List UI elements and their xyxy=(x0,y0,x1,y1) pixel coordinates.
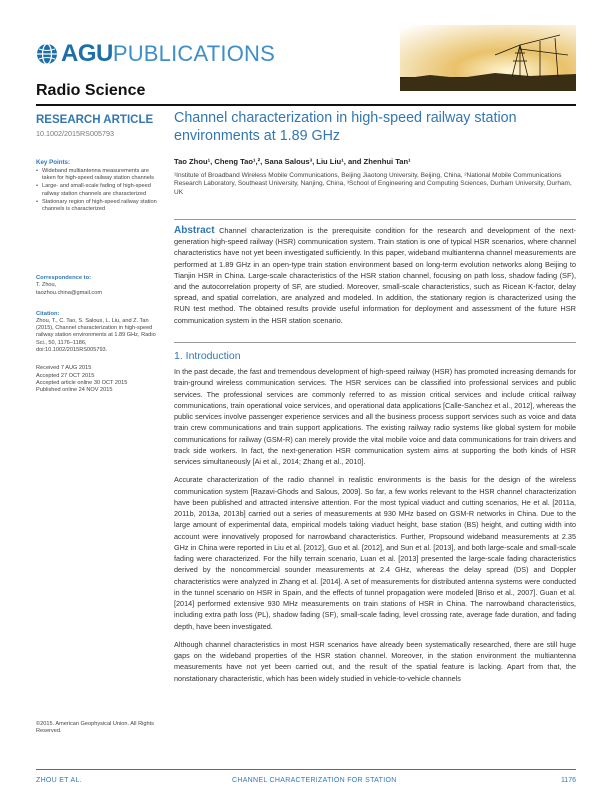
title-block xyxy=(174,110,576,197)
logo-agu-text: AGU xyxy=(61,40,113,67)
doi[interactable]: 10.1002/2015RS005793 xyxy=(36,129,114,138)
authors: Tao Zhou¹, Cheng Tao¹,², Sana Salous³, Liu Liu¹, and Zhenhui Tan¹ xyxy=(174,157,411,166)
footer-running-title: CHANNEL CHARACTERIZATION FOR STATION xyxy=(232,777,397,784)
section-title: 1. Introduction xyxy=(174,350,241,362)
logo-publications-text: PUBLICATIONS xyxy=(112,41,275,66)
correspondence-text[interactable]: T. Zhou, taozhou.china@gmail.com xyxy=(36,282,102,296)
citation-text: Zhou, T., C. Tao, S. Salous, L. Liu, and Z. Tan (2015), Channel characterization in high-speed railway station environments at 1.89 GHz, Radio Sci., 50, 1176–1186, doi:10.1002/2015RS005793. xyxy=(36,317,156,353)
article-type: RESEARCH ARTICLE xyxy=(36,114,154,126)
key-point: • Large- and small-scale fading of high-speed railway station channels are characterized xyxy=(36,183,158,197)
key-points-title: Key Points: xyxy=(36,159,71,166)
copyright: ©2015. American Geophysical Union. All Rights Reserved. xyxy=(36,721,154,735)
footer-authors: ZHOU ET AL. xyxy=(36,777,82,784)
article-history: Received 7 AUG 2015 Accepted 27 OCT 2015 Accepted article online 30 OCT 2015 Published online 24 NOV 2015 xyxy=(36,365,128,394)
globe-icon xyxy=(36,43,58,65)
article-title: Channel characterization in high-speed railway station environments at 1.89 GHz xyxy=(174,110,517,144)
key-point: • Wideband multiantenna measurements are taken for high-speed railway station channels xyxy=(36,168,158,182)
footer-divider xyxy=(36,769,576,770)
paragraph: Accurate characterization of the radio channel in realistic environments is the basis for the design of the wireless communication system [Razavi-Ghods and Salous, 2009]. So far, a few works relevant to the HSR channel characterization have been published and attracted intensive attention. For the most typical viaduct and cutting scenarios, He et al. [2011a, 2011b, 2013a, 2013b] carried out a series of measurements at 930 MHz based on GSM-R networks in China. Due to the large amount of experimental data, empirical models taking viaduct height, base station (BS) height, and cutting width into account were innovatively proposed for narrowband characteristics. Further, Propsound wideband measurements at 2.35 GHz in China were reported in Liu et al. [2012], Guo et al. [2012], and Sun et al. [2013], and both large-scale and small-scale fading were characterized. For the hilly terrain scenario, Luan et al. [2013] presented the large-scale fading characteristics derived by the noncommercial sounder measurements at 2.4 GHz, whereas the delay spread (DS) and Doppler characteristics were analyzed in Zhang et al. [2014]. A set of measurements for distributed antenna systems were conducted in the tunnel scenario on HSR in Spain, and the effects of tunnel propagation were modeled [Briso et al., 2007]. Guan et al. [2014] performed extensive 930 MHz measurements on train stations of HSR in China. The narrowband characteristics, including extra path loss (PL), shadow fading (SF), small-scale fading, level crossing rate, average fade duration, and fading depth, have been investigated. xyxy=(174,475,576,631)
paragraph: Although channel characteristics in most HSR scenarios have already been systematically researched, there are still huge gaps on the wideband properties of the HSR station channel. Moreover, in the station environment the multiantenna measurements have not yet been carried out, and the result of the spatial feature is lacking. Apart from that, the nonstationary characteristic, which has been widely studied in vehicle-to-vehicle channels xyxy=(174,639,576,683)
key-point: • Stationary region of high-speed railway station channels is characterized xyxy=(36,199,158,213)
key-points-list xyxy=(36,168,158,213)
affiliations: ¹Institute of Broadband Wireless Mobile Communications, Beijing Jiaotong University, Beijing, China, ²National Mobile Communications Research Laboratory, Southeast University, Nanjing, China, ³School of Engineering and Computing Sciences, Durham University, Durham, UK xyxy=(174,172,572,196)
correspondence-title: Correspondence to: xyxy=(36,275,92,282)
section-divider xyxy=(174,342,576,343)
abstract-text: Channel characterization is the prerequisite condition for the research and development of the next-generation high-speed railway (HSR) communication system. Train station is one of typical HSR scenarios, where channel characteristics have not yet been investigated sufficiently. In this paper, wideband multiantenna channel measurements are performed at 1.89 GHz in an open-type train station environment based on long-term evolution networks along Beijing to Tianjin HSR in China. Large-scale characteristics of the HSR station channel, focusing on path loss, shadow fading (SF), and the autocorrelation property of SF, are studied. Moreover, small-scale characteristics, such as Ricean K-factor, delay spread, and spatial correlation, are analyzed and modeled. In addition, the stationary region is characterized using the RUN test method. The obtained results provide useful information for deployment and assessment of the future HSR communication system in the HSR station scenario. xyxy=(174,226,576,325)
abstract-label: Abstract xyxy=(174,225,215,236)
citation-title: Citation: xyxy=(36,310,60,317)
page-number: 1176 xyxy=(560,777,576,784)
abstract-divider xyxy=(174,219,576,220)
journal-name: Radio Science xyxy=(36,82,146,99)
abstract xyxy=(174,225,576,326)
paragraph: In the past decade, the fast and tremendous development of high-speed railway (HSR) has promoted increasing demands for train-ground wireless communication services. The HSR services can be classified into professional services and public services. The professional services are commonly referred to as mission critical services and include critical railway communications, train operational voice services, and operational data applications [Calle-Sanchez et al., 2012], whereas the public services involve passenger experience services and all the business process support services such as voice and data train crew communications and train support applications. The existing railway radio systems like global system for mobile communications for railway (GSM-R) can merely provide the vital mobile voice and data communications for train drivers and track side workers. In fact, the next-generation HSR communication system aims at supporting the both kinds of HSR services simultaneously [Ai et al., 2014; Zhang et al., 2010]. xyxy=(174,367,576,466)
header-divider xyxy=(36,104,576,106)
sidebar xyxy=(36,114,158,394)
header-photo xyxy=(400,25,576,91)
agu-publications-logo xyxy=(36,39,275,69)
body-text xyxy=(174,366,576,691)
